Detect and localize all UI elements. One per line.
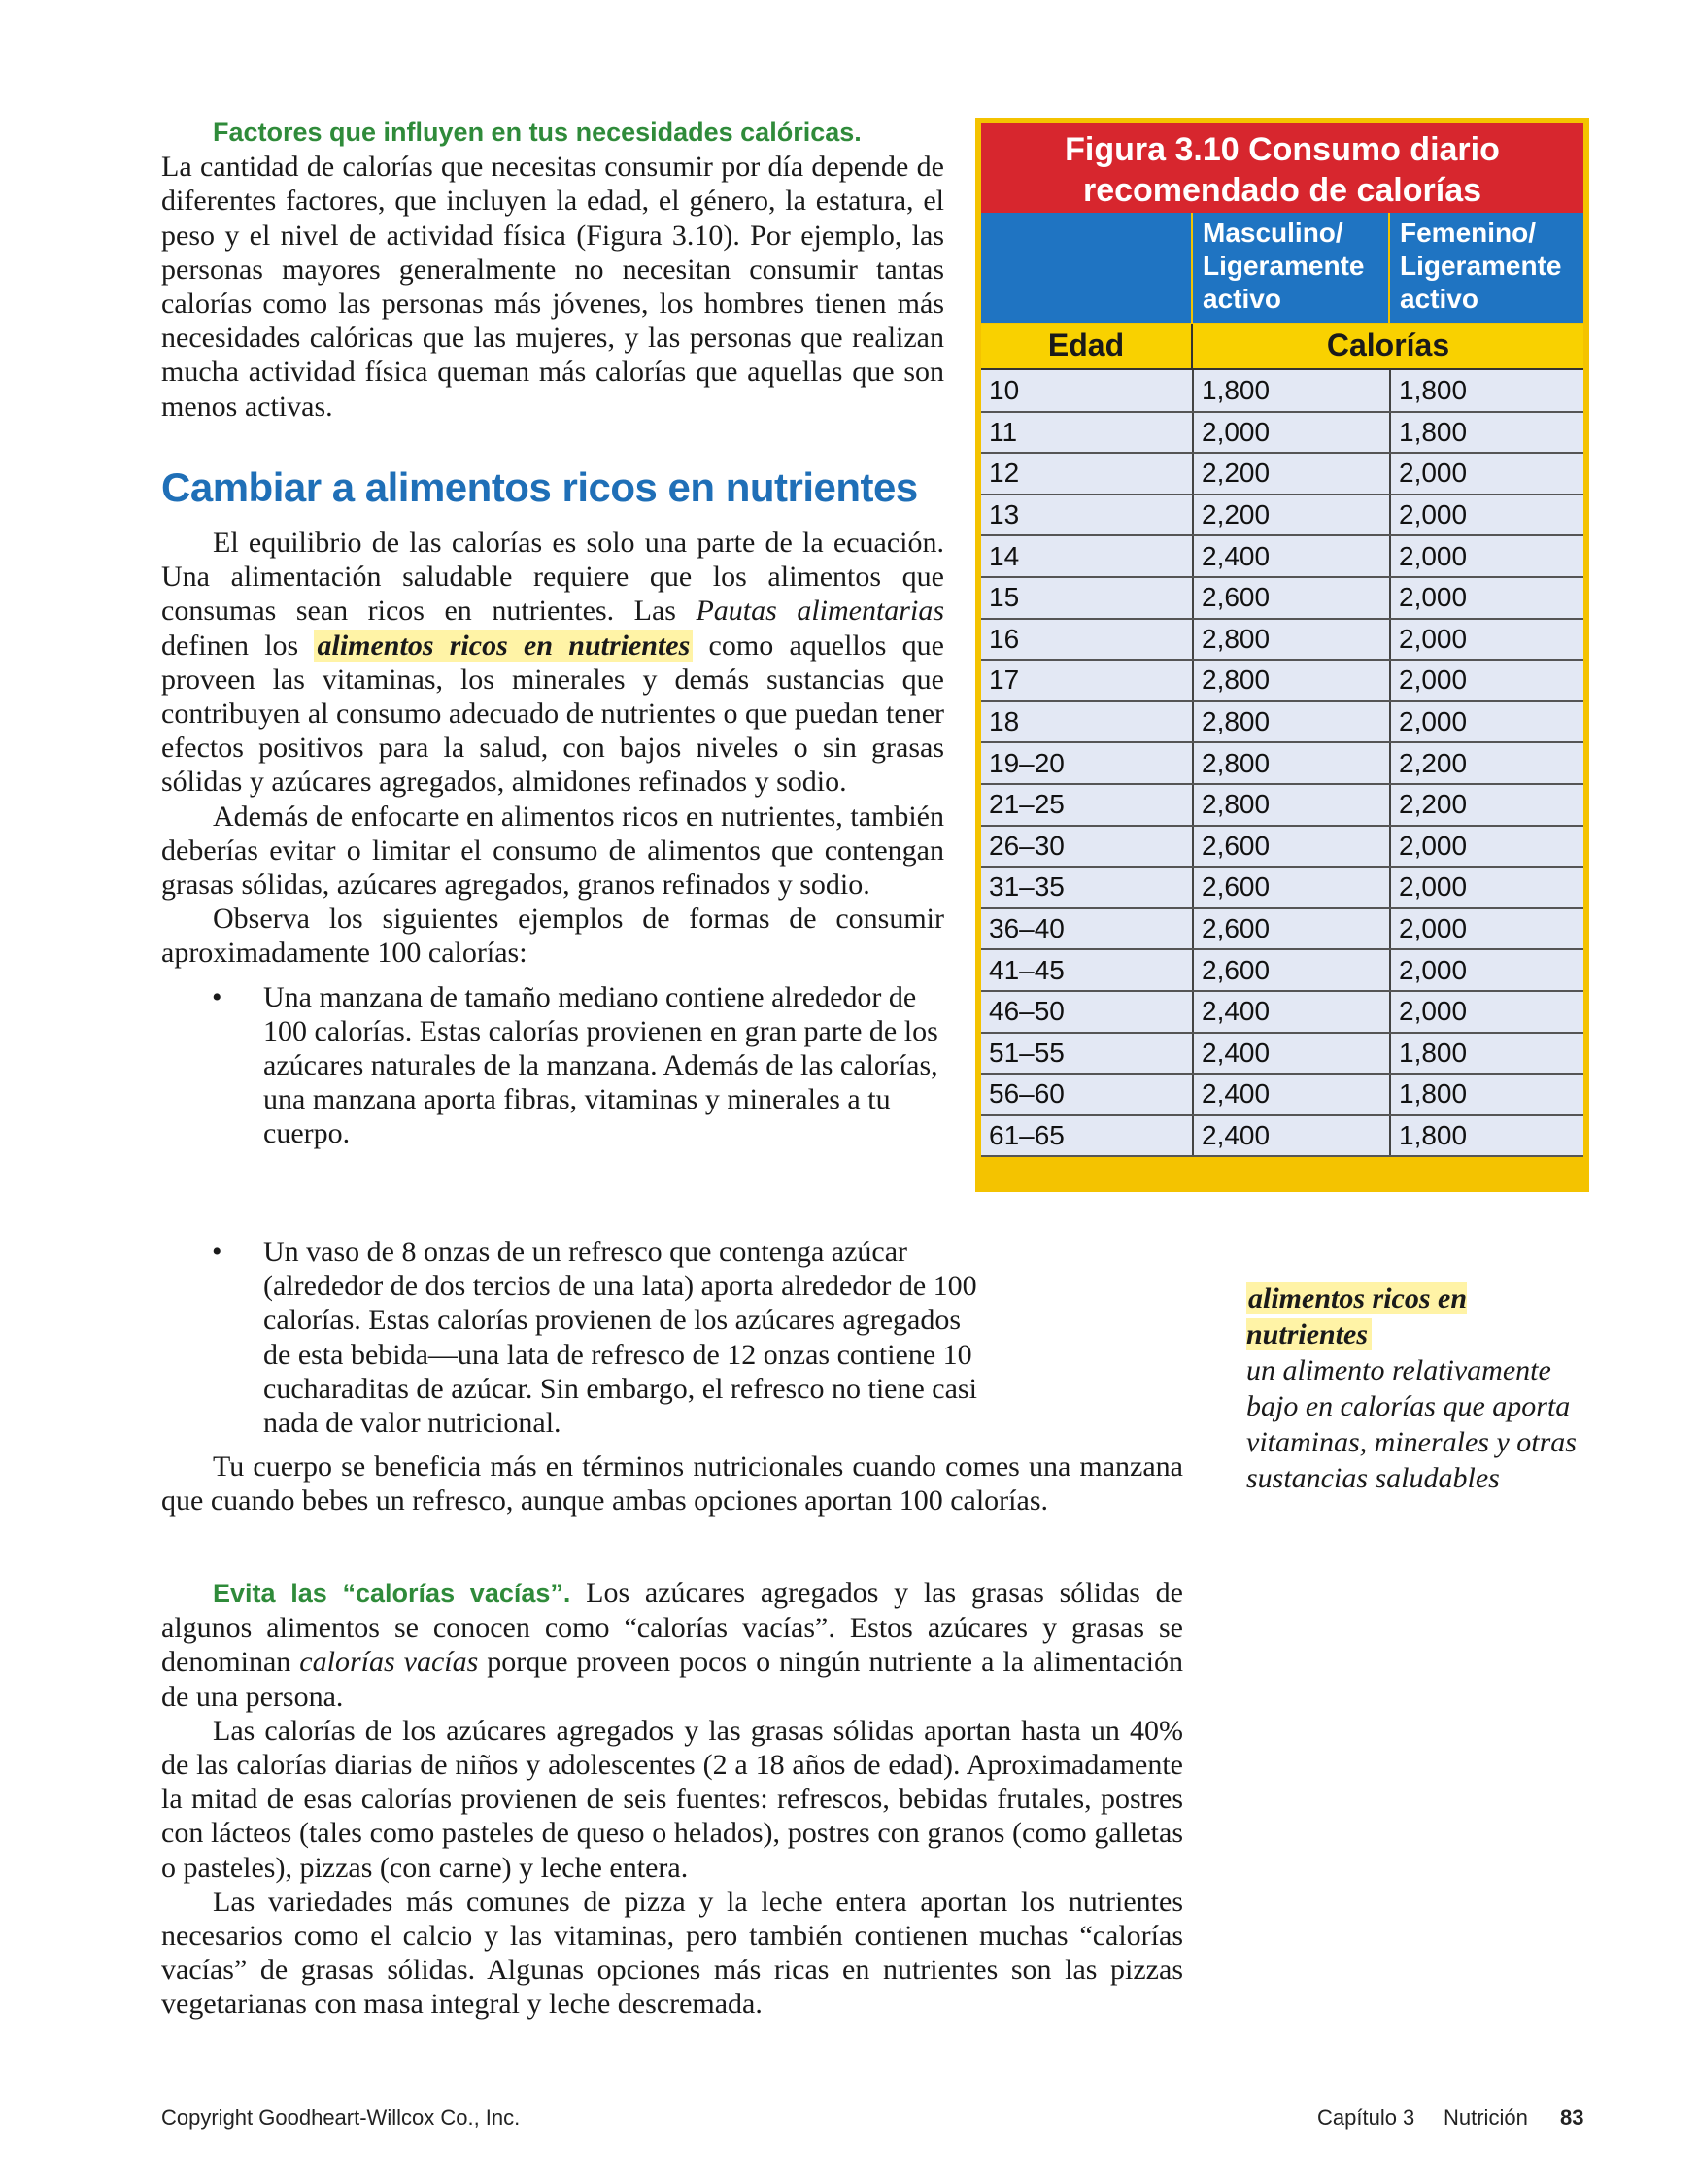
table-cell-male: 2,600 — [1193, 577, 1390, 619]
bullet-list-2 — [161, 1235, 1183, 1440]
table-cell-female: 2,200 — [1390, 784, 1583, 826]
empty-paragraph-1 — [161, 1576, 1183, 1714]
table-cell-female: 1,800 — [1390, 370, 1583, 412]
table-cell-age: 21–25 — [981, 784, 1193, 826]
table-cell-male: 2,200 — [1193, 495, 1390, 536]
bullet-dot: • — [212, 1236, 222, 1268]
header-female: Femenino/ Ligeramente activo — [1400, 218, 1562, 314]
section-title: Cambiar a alimentos ricos en nutrientes — [161, 464, 918, 510]
table-cell-age: 18 — [981, 701, 1193, 743]
table-row — [981, 535, 1583, 577]
table-row — [981, 660, 1583, 701]
table-cell-female: 2,000 — [1390, 577, 1583, 619]
table-row — [981, 453, 1583, 495]
subheader-age: Edad — [981, 324, 1193, 368]
table-cell-male: 2,600 — [1193, 826, 1390, 868]
table-cell-age: 56–60 — [981, 1074, 1193, 1115]
table-cell-male: 2,800 — [1193, 742, 1390, 784]
figure-title-line-1: Figura 3.10 Consumo diario — [1065, 131, 1500, 168]
footer-chapter: Capítulo 3 — [1317, 2105, 1415, 2130]
table-row — [981, 1115, 1583, 1157]
table-cell-male: 2,600 — [1193, 949, 1390, 991]
table-row — [981, 701, 1583, 743]
intro-paragraph — [161, 115, 944, 424]
table-cell-age: 61–65 — [981, 1115, 1193, 1157]
section-body — [161, 526, 944, 1151]
table-cell-age: 10 — [981, 370, 1193, 412]
bullet-text: Una manzana de tamaño mediano contiene alrededor de 100 calorías. Estas calorías provienen en gran parte de los azúcares naturales de la manzana. Además de las calorías, una manzana aporta fibras, vitaminas y minerales a tu cuerpo. — [263, 980, 938, 1150]
intro-heading: Factores que influyen en tus necesidades calóricas. — [213, 118, 862, 147]
table-cell-male: 2,400 — [1193, 535, 1390, 577]
table-cell-female: 1,800 — [1390, 412, 1583, 454]
table-row — [981, 1074, 1583, 1115]
table-cell-male: 2,400 — [1193, 991, 1390, 1033]
table-cell-female: 1,800 — [1390, 1115, 1583, 1157]
table-row — [981, 826, 1583, 868]
italic-run: calorías vacías — [299, 1646, 479, 1679]
bullet-dot: • — [212, 980, 222, 1013]
table-row — [981, 991, 1583, 1033]
figure-title-line-2: recomendado de calorías — [1082, 172, 1482, 209]
section-paragraph-2: Además de enfocarte en alimentos ricos en nutrientes, también deberías evitar o limitar el consumo de alimentos que contengan grasas sólidas, azúcares agregados, granos refinados y sodio. — [161, 800, 944, 902]
bullet-list — [161, 980, 944, 1151]
table-cell-age: 19–20 — [981, 742, 1193, 784]
table-row — [981, 949, 1583, 991]
calorie-table-body — [981, 370, 1583, 1156]
text-run: como aquellos que proveen las vitaminas, los minerales y demás sustancias que contribuyen al consumo adecuado de nutrientes o que puedan tener efectos positivos para la salud, con bajos niveles o sin grasas sólidas y azúcares agregados, almidones refinados y sodio. — [161, 629, 944, 799]
table-row — [981, 742, 1583, 784]
section-paragraph-3: Observa los siguientes ejemplos de formas de consumir aproximadamente 100 calorías: — [161, 903, 944, 970]
empty-calories-block — [161, 1576, 1183, 2022]
table-row — [981, 412, 1583, 454]
calorie-table — [981, 370, 1583, 1157]
figure-title — [981, 123, 1583, 213]
table-cell-male: 2,400 — [1193, 1033, 1390, 1075]
table-cell-female: 2,000 — [1390, 867, 1583, 908]
table-cell-male: 2,600 — [1193, 908, 1390, 950]
table-cell-male: 2,000 — [1193, 412, 1390, 454]
list-item — [161, 980, 944, 1151]
text-run: Los azúcares agregados y las grasas sólidas de algunos alimentos se conocen como “calorías vacías”. Estos azúcares y grasas se denominan — [161, 1577, 1183, 1679]
table-cell-age: 51–55 — [981, 1033, 1193, 1075]
table-cell-age: 15 — [981, 577, 1193, 619]
table-cell-age: 31–35 — [981, 867, 1193, 908]
table-cell-age: 41–45 — [981, 949, 1193, 991]
table-cell-age: 14 — [981, 535, 1193, 577]
glossary-term-wrap — [1246, 1280, 1596, 1352]
table-cell-female: 2,000 — [1390, 495, 1583, 536]
footer-copyright: Copyright Goodheart-Willcox Co., Inc. — [161, 2105, 521, 2130]
glossary-note — [1246, 1280, 1596, 1496]
table-row — [981, 1033, 1583, 1075]
table-cell-age: 13 — [981, 495, 1193, 536]
table-cell-female: 2,200 — [1390, 742, 1583, 784]
list-item — [161, 1235, 1183, 1440]
text-run: definen los — [161, 629, 315, 662]
empty-heading: Evita las “calorías vacías”. — [213, 1579, 571, 1608]
table-cell-female: 2,000 — [1390, 619, 1583, 661]
header-male: Masculino/ Ligeramente activo — [1193, 213, 1390, 323]
table-cell-female: 2,000 — [1390, 949, 1583, 991]
subheader-calories: Calorías — [1326, 327, 1450, 362]
table-row — [981, 370, 1583, 412]
section-paragraph-1 — [161, 526, 944, 800]
table-cell-age: 36–40 — [981, 908, 1193, 950]
table-cell-age: 46–50 — [981, 991, 1193, 1033]
table-cell-female: 2,000 — [1390, 701, 1583, 743]
table-cell-male: 2,400 — [1193, 1115, 1390, 1157]
table-cell-female: 2,000 — [1390, 535, 1583, 577]
bullet-text: Un vaso de 8 onzas de un refresco que contenga azúcar (alrededor de dos tercios de una lata) aporta alrededor de 100 calorías. Estas calorías provienen de los azúcares agregados de esta bebida—una lata de refresco de 12 onzas contiene 10 cucharaditas de azúcar. Sin embargo, el refresco no tiene casi nada de valor nutricional. — [263, 1236, 977, 1440]
table-cell-female: 2,000 — [1390, 453, 1583, 495]
figure-calorie-table — [975, 118, 1589, 1192]
intro-text: La cantidad de calorías que necesitas consumir por día depende de diferentes factores, que incluyen la edad, el género, la estatura, el peso y el nivel de actividad física (Figura 3.10). Por ejemplo, las personas mayores generalmente no necesitan consumir tantas calorías como las personas más jóvenes, los hombres tienen más necesidades calóricas que las mujeres, y las personas que realizan mucha actividad física queman más calorías que aquellas que son menos activas. — [161, 151, 944, 423]
highlighted-term: alimentos ricos en nutrientes — [314, 630, 693, 662]
table-cell-male: 2,800 — [1193, 784, 1390, 826]
empty-paragraph-3: Las variedades más comunes de pizza y la leche entera aportan los nutrientes necesarios como el calcio y las vitaminas, pero también contienen muchas “calorías vacías” de grasas sólidas. Algunas opciones más ricas en nutrientes son las pizzas vegetarianas con masa integral y leche descremada. — [161, 1885, 1183, 2021]
header-empty-cell — [981, 213, 1193, 323]
table-cell-male: 2,200 — [1193, 453, 1390, 495]
figure-subheader — [981, 323, 1583, 370]
table-row — [981, 577, 1583, 619]
section-body-wide — [161, 1235, 1183, 1519]
italic-run: Pautas alimentarias — [696, 595, 944, 628]
figure-column-headers — [981, 213, 1583, 323]
table-row — [981, 495, 1583, 536]
table-row — [981, 908, 1583, 950]
table-cell-male: 2,600 — [1193, 867, 1390, 908]
table-cell-female: 2,000 — [1390, 826, 1583, 868]
table-row — [981, 619, 1583, 661]
text-run: El equilibrio de las calorías es solo una parte de la ecuación. Una alimentación saludable requiere que los alimentos que consumas sean ricos en nutrientes. Las — [161, 527, 944, 628]
table-cell-male: 2,800 — [1193, 660, 1390, 701]
table-cell-male: 2,800 — [1193, 619, 1390, 661]
table-cell-age: 17 — [981, 660, 1193, 701]
table-cell-female: 2,000 — [1390, 908, 1583, 950]
table-cell-age: 26–30 — [981, 826, 1193, 868]
glossary-definition: un alimento relativamente bajo en calorías que aporta vitaminas, minerales y otras sustancias saludables — [1246, 1354, 1577, 1494]
glossary-term: alimentos ricos en nutrientes — [1246, 1282, 1468, 1350]
table-row — [981, 867, 1583, 908]
table-cell-female: 1,800 — [1390, 1033, 1583, 1075]
table-row — [981, 784, 1583, 826]
table-cell-age: 12 — [981, 453, 1193, 495]
table-cell-female: 2,000 — [1390, 991, 1583, 1033]
footer-page-number: 83 — [1560, 2105, 1584, 2130]
intro-block — [161, 115, 944, 424]
table-cell-male: 2,800 — [1193, 701, 1390, 743]
empty-paragraph-2: Las calorías de los azúcares agregados y las grasas sólidas aportan hasta un 40% de las calorías diarias de niños y adolescentes (2 a 18 años de edad). Aproximadamente la mitad de esas calorías provienen de seis fuentes: refrescos, bebidas frutales, postres con lácteos (tales como pasteles de queso o helados), postres con granos (como galletas o pasteles), pizzas (con carne) y leche entera. — [161, 1714, 1183, 1884]
table-cell-female: 1,800 — [1390, 1074, 1583, 1115]
table-cell-female: 2,000 — [1390, 660, 1583, 701]
table-cell-male: 1,800 — [1193, 370, 1390, 412]
table-cell-age: 16 — [981, 619, 1193, 661]
section-paragraph-4: Tu cuerpo se beneficia más en términos nutricionales cuando comes una manzana que cuando bebes un refresco, aunque ambas opciones aportan 100 calorías. — [161, 1450, 1183, 1518]
text-run: porque proveen pocos o ningún nutriente a la alimentación de una persona. — [161, 1646, 1183, 1713]
footer-topic: Nutrición — [1444, 2105, 1528, 2130]
table-cell-male: 2,400 — [1193, 1074, 1390, 1115]
table-cell-age: 11 — [981, 412, 1193, 454]
